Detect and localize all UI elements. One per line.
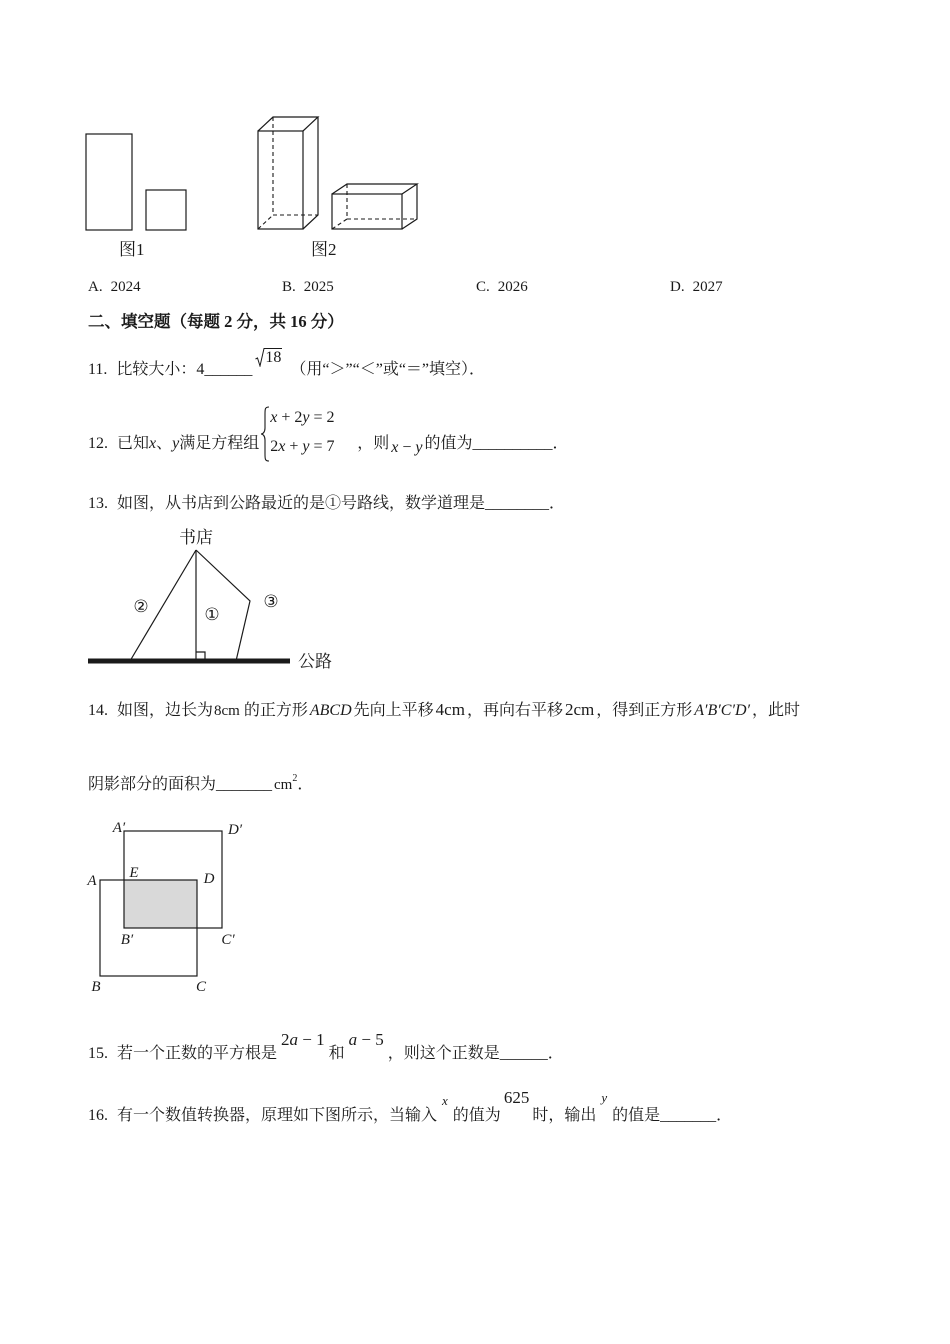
choice-c — [476, 277, 528, 297]
fig1-square — [146, 190, 186, 230]
q12-then: ，则 — [357, 435, 390, 452]
q14-side-length: 8cm — [214, 703, 240, 719]
road-label: 公路 — [298, 652, 332, 671]
q12-tail: 的值为__________． — [424, 435, 569, 452]
label-a: A — [87, 873, 97, 889]
shaded-overlap-region — [124, 880, 197, 928]
q14-square-abcd: ABCD — [309, 702, 352, 719]
q12-lead: 已知 — [117, 435, 150, 452]
tall-cuboid-hidden-edges — [273, 117, 318, 215]
q11-lead: 比较大小：4______ — [116, 361, 253, 378]
eq-term: 2 — [270, 438, 279, 455]
choice-value: 2024 — [110, 279, 141, 295]
equation-2 — [270, 437, 334, 457]
eq-term: = 2 — [309, 409, 335, 426]
q16-input-value: 625 — [503, 1088, 530, 1107]
choice-a — [88, 277, 141, 297]
shop-label: 书店 — [179, 528, 213, 547]
q14-unit: cm — [274, 777, 293, 793]
q12-var-x: x — [149, 435, 157, 452]
q15-root-1 — [281, 1030, 325, 1050]
route-2-label: ② — [133, 597, 149, 616]
q14-text-b: 的正方形 — [243, 702, 308, 719]
q15-root-2 — [349, 1030, 384, 1050]
question-number: 16. — [88, 1107, 108, 1124]
flat-cuboid-front-face — [332, 194, 402, 229]
q16-mid-1: 的值为 — [452, 1107, 501, 1124]
q16-mid-2: 时，输出 — [532, 1107, 597, 1124]
label-c: C — [195, 979, 207, 995]
expr-term: − — [398, 439, 416, 456]
radicand: 18 — [265, 349, 282, 366]
root-term: − 5 — [357, 1030, 384, 1049]
question-number: 12. — [88, 435, 108, 452]
tall-cuboid-front-face — [258, 131, 303, 229]
q16-output-var: y — [601, 1090, 608, 1105]
q14-line2-end: ． — [297, 776, 314, 793]
q12-var-y: y — [172, 435, 180, 452]
fig1-tall-rectangle — [86, 134, 132, 230]
q14-square-prime: A′B′C′D′ — [694, 702, 751, 719]
q14-text-f: ，此时 — [752, 702, 801, 719]
fig2-flat-cuboid — [332, 184, 417, 229]
tall-cuboid-hidden-diagonal — [258, 215, 273, 229]
flat-cuboid-right-edges — [402, 184, 417, 229]
eq-term: y — [302, 438, 310, 455]
q12-separator: 、 — [156, 435, 173, 452]
equation-1 — [270, 408, 334, 428]
question-14-line-2 — [88, 775, 313, 795]
q14-text-d: ，再向右平移 — [466, 702, 563, 719]
label-d: D — [203, 871, 215, 887]
tall-cuboid-top-edges — [258, 117, 318, 131]
q16-lead: 有一个数值转换器，原理如下图所示，当输入 — [117, 1107, 438, 1124]
root-term: − 1 — [298, 1030, 325, 1049]
flat-cuboid-hidden-edges — [347, 184, 417, 219]
question-16 — [88, 1088, 733, 1125]
root-term: 2 — [281, 1030, 290, 1049]
q13-text: 如图，从书店到公路最近的是①号路线，数学道理是________． — [117, 495, 566, 512]
q12-mid: 满足方程组 — [179, 435, 260, 452]
label-b: B — [91, 979, 101, 995]
q14-right-distance: 2cm — [564, 700, 595, 719]
label-b-prime: B′ — [120, 932, 134, 948]
q14-text-a: 如图，边长为 — [117, 702, 214, 719]
fig1-caption: 图1 — [119, 240, 145, 259]
root-term: a — [289, 1030, 299, 1049]
q15-and: 和 — [328, 1045, 345, 1062]
choice-value: 2025 — [303, 279, 334, 295]
q12-expression — [391, 438, 422, 458]
flat-cuboid-hidden-diagonal — [332, 219, 347, 229]
q14-unit-exponent: 2 — [292, 773, 298, 784]
choice-letter: B. — [282, 279, 296, 295]
choice-d — [670, 277, 723, 297]
q14-text-e: ，得到正方形 — [596, 702, 693, 719]
question-number: 15. — [88, 1045, 108, 1062]
question-number: 14. — [88, 702, 108, 719]
eq-term: + — [285, 438, 303, 455]
choice-value: 2026 — [497, 279, 528, 295]
q15-tail: ，则这个正数是______． — [387, 1045, 564, 1062]
left-brace-icon — [260, 406, 270, 462]
expr-term: x — [391, 439, 399, 456]
eq-term: x — [278, 438, 286, 455]
choice-value: 2027 — [692, 279, 723, 295]
q14-text-c: 先向上平移 — [353, 702, 434, 719]
route-3-label: ③ — [263, 592, 279, 611]
tall-cuboid-right-edges — [303, 117, 318, 229]
root-term: a — [348, 1030, 358, 1049]
choice-letter: D. — [670, 279, 685, 295]
eq-term: = 7 — [309, 438, 335, 455]
route-1-label: ① — [204, 605, 220, 624]
label-e: E — [129, 865, 139, 881]
q14-line2-text: 阴影部分的面积为_______ — [88, 776, 273, 793]
q15-lead: 若一个正数的平方根是 — [117, 1045, 278, 1062]
question-15 — [88, 1030, 564, 1063]
eq-term: + 2 — [277, 409, 303, 426]
eq-term: y — [302, 409, 310, 426]
expr-term: y — [415, 439, 423, 456]
question-12 — [88, 409, 569, 456]
label-a-prime: A′ — [112, 820, 126, 836]
figure-q14-squares — [80, 815, 250, 1000]
choice-letter: C. — [476, 279, 490, 295]
fig2-tall-cuboid — [258, 117, 318, 229]
question-number: 13. — [88, 495, 108, 512]
figure-1-and-2 — [80, 110, 430, 235]
q14-up-distance: 4cm — [435, 700, 465, 719]
section-title: 二、填空题（每题 2 分，共 16 分） — [88, 312, 344, 331]
label-c-prime: C′ — [221, 932, 235, 948]
figure-q13-routes — [80, 525, 350, 675]
equation-system — [259, 409, 357, 455]
q11-tail: （用“＞”“＜”或“＝”填空）． — [290, 361, 486, 378]
eq-term: x — [270, 409, 278, 426]
choice-letter: A. — [88, 279, 103, 295]
q16-input-var: x — [442, 1093, 448, 1108]
choice-b — [282, 277, 334, 297]
square-root-18 — [255, 348, 282, 368]
question-14-line-1 — [88, 700, 800, 720]
label-d-prime: D′ — [227, 822, 243, 838]
q16-tail: 的值是_______． — [612, 1107, 733, 1124]
question-13 — [88, 494, 565, 514]
flat-cuboid-top-edges — [332, 184, 417, 194]
question-11 — [88, 349, 486, 380]
question-number: 11. — [88, 361, 108, 378]
fig2-caption: 图2 — [311, 240, 337, 259]
